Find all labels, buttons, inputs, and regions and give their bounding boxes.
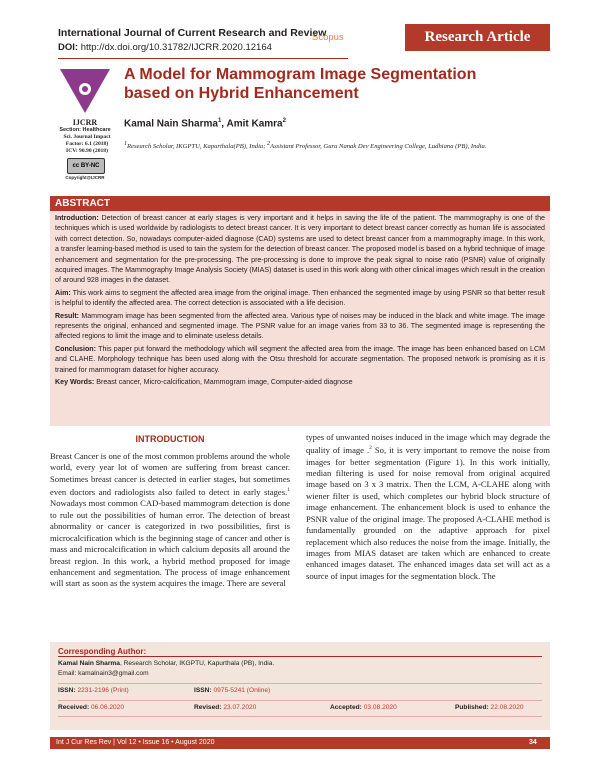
doi-link[interactable]: http://dx.doi.org/10.31782/IJCRR.2020.12164 <box>80 42 272 53</box>
divider <box>58 700 542 701</box>
abstract-result-text: Mammogram image has been segmented from the affected area. Various type of noises may be induced in the black and white image. The image represents the original, enhanced and segmented image. The PSNR value for an image varies from 33 to 36. The segmented image is representing the affected regions to limit the image and to eliminate useless details. <box>55 311 545 341</box>
intro-left-text-b: Nowadays most common CAD-based mammogram detection is done to rule out the possibilities of human error. The detection of breast abnormality or cancer is categorized in two possibilities, first is microcalcification which is the beginning stage of cancer and other is mass and microcalcification in which calcium deposits all around the breast region. In this work, a hybrid method proposed for image enhancement and segmentation. The process of image enhancement will start as soon as the system acquires the image. There are several <box>50 498 290 589</box>
affil-2: Assistant Professor, Guru Nanak Dev Engineering College, Ludhiana (PB), India. <box>270 143 487 151</box>
revised-label: Revised: <box>194 704 222 711</box>
abstract-conclusion-label: Conclusion: <box>55 344 96 353</box>
accepted-value: 03.08.2020 <box>363 704 397 711</box>
intro-left-column <box>50 451 290 590</box>
abstract-keywords-text: Breast cancer, Micro-calcification, Mammogram image, Computer-aided diagnose <box>94 378 353 387</box>
impact-line: Sci. Journal Impact <box>63 134 111 140</box>
published-date <box>455 704 524 711</box>
published-value: 22.08.2020 <box>490 704 524 711</box>
abstract-aim <box>55 288 545 309</box>
intro-right-column <box>306 432 550 582</box>
paper-title: A Model for Mammogram Image Segmentation based on Hybrid Enhancement <box>124 66 477 102</box>
impact-factor <box>56 134 118 155</box>
introduction-heading: INTRODUCTION <box>135 434 205 444</box>
copyright: Copyright@IJCRR <box>65 175 105 180</box>
abstract-result <box>55 311 545 342</box>
abstract-body <box>50 211 550 426</box>
abstract-keywords-label: Key Words: <box>55 378 95 387</box>
abstract-introduction <box>55 213 545 286</box>
issn-online <box>194 687 270 694</box>
authors <box>124 118 286 129</box>
abstract-intro-text: Detection of breast cancer at early stages is very important and it helps in saving the life of the patient. The mammography is one of the techniques which is used worldwide by radiologists to detect breast cancer. It is very important to detect breast cancer correctly as human life is associated with correct detection. So, nowadays computer-aided diagnose (CAD) systems are used to detect breast cancer from a mammography image. In this work, a transfer learning-based method is used to tain the system for the detection of breast cancer. The proposed model is based on a hybrid technique of image enhancement and segmentation for the pre-processing. The pre-processing is done to improve the peak signal to noise ratio (PSNR) value of originally acquired images. The Mammography Image Analysis Society (MIAS) dataset is used in this work along with other clinical images which result in the creation of around 928 images in the dataset. <box>55 214 545 285</box>
journal-name: International Journal of Current Research and Review <box>58 27 327 39</box>
revised-date <box>194 704 256 711</box>
abstract-aim-text: This work aims to segment the affected area image from the original image. Then enhanced the segmented image by using PSNR so that better result is helpful to identify the affected area. The correct detection is associated with a life decision. <box>55 288 545 308</box>
author-2: Amit Kamra <box>226 118 283 130</box>
logo-name: IJCRR <box>72 118 98 127</box>
divider <box>58 683 542 684</box>
affil-1: Research Scholar, IKGPTU, Kapurthala(PB), India; <box>127 143 268 151</box>
author-sep: , <box>221 118 227 130</box>
doi <box>58 42 272 53</box>
issn-print-label: ISSN: <box>58 687 76 694</box>
published-label: Published: <box>455 704 489 711</box>
corresponding-email[interactable]: Email: kamalnain3@gmail.com <box>58 670 149 677</box>
scopus-label: Scopus <box>312 32 344 43</box>
corr-affil: , Research Scholar, IKGPTU, Kapurthala (PB), India. <box>119 660 275 667</box>
ijcrr-logo <box>60 67 110 117</box>
doi-label: DOI: <box>58 42 79 53</box>
received-date <box>58 704 124 711</box>
affil-1-sup: 1 <box>124 141 127 147</box>
revised-value: 23.07.2020 <box>223 704 257 711</box>
abstract-result-label: Result: <box>55 311 80 320</box>
issn-print <box>58 687 129 694</box>
abstract-heading: ABSTRACT <box>50 196 550 211</box>
issn-online-label: ISSN: <box>194 687 212 694</box>
divider <box>58 716 542 717</box>
abstract-conclusion <box>55 344 545 375</box>
citation-ref[interactable]: 1 <box>287 487 290 494</box>
accepted-date <box>330 704 397 711</box>
abstract-aim-label: Aim: <box>55 288 71 297</box>
logo-section: Section: Healthcare <box>59 127 111 133</box>
cc-license-badge[interactable]: cc BY-NC <box>67 158 105 174</box>
footer-citation: Int J Cur Res Rev | Vol 12 • Issue 16 • August 2020 <box>56 739 215 746</box>
author-1: Kamal Nain Sharma <box>124 118 218 130</box>
issn-print-value: 2231-2196 (Print) <box>77 687 129 694</box>
divider <box>58 656 542 657</box>
corr-name: Kamal Nain Sharma <box>58 660 120 667</box>
corresponding-author-name <box>58 660 274 667</box>
corresponding-author-heading: Corresponding Author: <box>58 647 147 656</box>
abstract-conclusion-text: This paper put forward the methodology which will segment the affected area from the image. The image has been enhanced based on LCM and CLAHE. Morphology technique has been used along with the Otsu threshold for accurate segmentation. The proposed network is promising as it is trained for mammogram dataset for higher accuracy. <box>55 344 545 374</box>
article-type-badge: Research Article <box>405 24 550 51</box>
accepted-label: Accepted: <box>330 704 362 711</box>
affil-2-sup: 2 <box>267 141 271 147</box>
intro-right-text-a: types of unwanted noises induced in the image which may degrade the quality of image . <box>306 432 550 456</box>
author-1-sup: 1 <box>217 118 222 124</box>
citation-ref[interactable]: 2 <box>369 445 372 452</box>
intro-left-text-a: Breast Cancer is one of the most common problems around the whole world, every year lot of women are suffering from breast cancer. Sometimes breast cancer is detected in earlier stages, but sometimes even doctors and radiologists also failed to detect in early stages. <box>50 451 290 498</box>
page-number: 34 <box>529 739 537 746</box>
abstract-intro-label: Introduction: <box>55 214 99 222</box>
header-rule <box>58 58 348 59</box>
intro-right-text-b: So, it is very important to remove the noise from images for better segmentation (Figure 1). In this work initially, median filtering is used for noise removal from original acquired image based on 3 x 3 matrix. Then the LCM, A-CLAHE along with wiener filter is used, which completes our hybrid block structure of image enhancement. The enhancement block is used to enhance the PSNR value of the original image. The proposed A-CLAHE method is fundamentally grounded on the adaptive approach for pixel replacement which also reduces the noise from the image. Initially, the images from MIAS dataset are taken which are enhanced to create enhanced images dataset. The enhanced images data set will act as a source of input images for the segmentation block. The <box>306 445 550 581</box>
impact-line: Factor: 6.1 (2018) <box>65 141 109 147</box>
author-2-sup: 2 <box>282 118 286 124</box>
received-label: Received: <box>58 704 90 711</box>
affiliations <box>124 141 554 150</box>
abstract-keywords <box>55 377 545 387</box>
issn-online-value: 0975-5241 (Online) <box>213 687 271 694</box>
received-value: 06.06.2020 <box>91 704 125 711</box>
impact-line: ICV: 90.90 (2018) <box>66 148 108 154</box>
